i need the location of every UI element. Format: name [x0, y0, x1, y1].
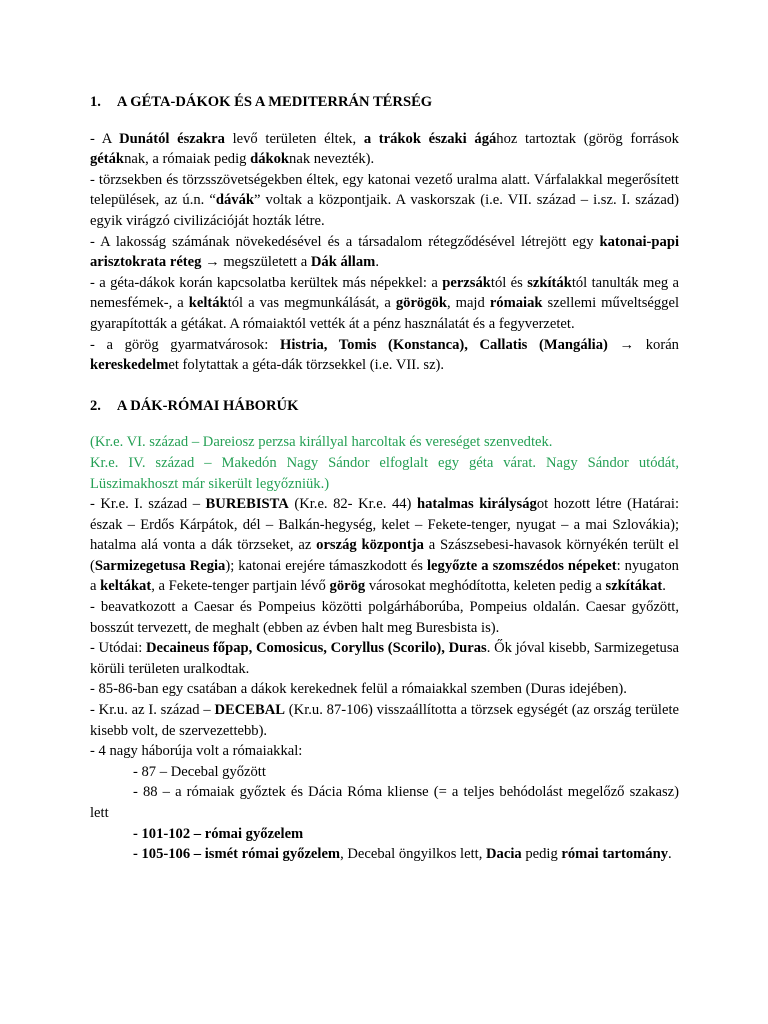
text-run: római tartomány: [561, 846, 668, 863]
text-run: .: [668, 846, 672, 863]
text-run: - Kr.u. az I. század –: [90, 702, 215, 719]
text-run: dávák: [215, 192, 254, 209]
war-item-2: - 88 – a rómaiak győztek és Dácia Róma kliense (= a teljes behódolást megelőző szakasz) lett: [90, 784, 679, 821]
text-run: perzsák: [442, 274, 491, 291]
text-run: , a Fekete-tenger partjain lévő: [151, 578, 330, 595]
text-run: → megszületett a: [201, 254, 311, 271]
text-run: dákok: [250, 151, 290, 168]
text-run: Decaineus főpap, Comosicus, Coryllus (Scorilo), Duras: [146, 640, 487, 657]
text-run: ); katonai erejére támaszkodott és: [225, 557, 427, 574]
s2-paragraph-civil-war: - beavatkozott a Caesar és Pompeius közötti polgárháborúba, Pompeius oldalán. Caesar győzött, bosszút tervezett, de meghalt (ebben az évben halt meg Buresbista is).: [90, 599, 679, 636]
text-run: szkítákat: [605, 578, 663, 595]
text-run: - A lakosság számának növekedésével és a társadalom rétegződésével létrejött egy: [90, 233, 600, 250]
text-run: ország központja: [316, 537, 424, 554]
text-run: görög: [329, 578, 366, 595]
s2-paragraph-successors: [90, 638, 679, 679]
s1-paragraph-2: [90, 170, 679, 232]
section-2-title: A DÁK-RÓMAI HÁBORÚK: [116, 397, 299, 414]
s2-paragraph-decebal: [90, 700, 679, 741]
text-run: géták: [90, 151, 125, 168]
s1-paragraph-3: [90, 232, 679, 273]
text-run: korán: [634, 336, 679, 353]
section-1-title: A GÉTA-DÁKOK ÉS A MEDITERRÁN TÉRSÉG: [116, 94, 433, 110]
text-run: rómaiak: [489, 295, 543, 312]
text-run: ” voltak a központjaik. A vaskorszak (i.e. VII. század – i.sz. I. század) egyik virágzó civilizációját hozták létre.: [90, 192, 680, 229]
text-run: nak nevezték).: [289, 151, 375, 168]
text-run: .: [375, 254, 379, 271]
text-run: kereskedelm: [90, 357, 169, 374]
text-run: keltákat: [100, 578, 152, 595]
text-run: hoz tartoztak (görög források: [496, 130, 679, 147]
s2-green-note-2: Kr.e. IV. század – Makedón Nagy Sándor elfoglalt egy géta várat. Nagy Sándor utódát, Lüszimakhoszt már sikerült legyőzniük.): [90, 454, 679, 492]
section-2-number: 2.: [90, 397, 101, 414]
text-run: görögök: [395, 295, 447, 312]
text-run: szkíták: [527, 274, 572, 291]
text-run: levő területen éltek,: [224, 130, 364, 147]
text-run: kelták: [188, 295, 228, 312]
text-run: pedig: [521, 846, 562, 863]
s2-paragraph-battle: - 85-86-ban egy csatában a dákok kerekednek felül a rómaiakkal szemben (Duras idejében).: [90, 681, 627, 698]
s1-paragraph-5: [90, 335, 679, 376]
text-run: hatalmas királyság: [416, 496, 537, 513]
section-1-heading: [90, 92, 679, 113]
s2-paragraph-wars-intro: - 4 nagy háborúja volt a rómaiakkal:: [90, 743, 303, 760]
text-run: - törzsekben és törzsszövetségekben éltek, egy katonai vezető uralma alatt. Várfalakkal megerősített települések, az ú.n. “: [90, 171, 679, 209]
text-run: tól tanulták meg a nemesfémek-, a: [90, 274, 679, 312]
text-run: et folytattak a géta-dák törzsekkel (i.e. VII. sz).: [168, 357, 445, 374]
s2-green-note-1: (Kr.e. VI. század – Dareiosz perzsa királlyal harcoltak és vereséget szenvedtek.: [90, 434, 553, 451]
text-run: (Kr.e. 82- Kr.e. 44): [288, 496, 417, 513]
text-run: Sarmizegetusa Regia: [94, 557, 226, 574]
text-run: tól és: [490, 274, 528, 291]
text-run: - 105-106 – ismét római győzelem: [133, 846, 341, 863]
text-run: - a görög gyarmatvárosok:: [90, 336, 280, 353]
text-run: , Decebal öngyilkos lett,: [340, 846, 486, 863]
text-run: , majd: [446, 295, 490, 312]
text-run: szellemi műveltséggel gyarapították a gétákat. A rómaiaktól vették át a pénz használatát és a fegyverzetet.: [90, 295, 679, 332]
text-run: - 101-102 – római győzelem: [133, 825, 304, 842]
text-run: katonai-papi arisztokrata réteg: [90, 233, 679, 271]
text-run: (Kr.u. 87-106) visszaállította a törzsek egységét (az ország területe kisebb volt, de szervezettebb).: [90, 702, 679, 739]
text-run: városokat meghódította, keleten pedig a: [365, 578, 606, 595]
text-run: Dák állam: [310, 254, 376, 271]
text-run: . Ők jóval kisebb, Sarmizegetusa körüli területen uralkodtak.: [90, 640, 679, 677]
section-1-number: 1.: [90, 94, 101, 110]
text-run: a trákok északi ágá: [363, 130, 497, 147]
war-item-1: - 87 – Decebal győzött: [133, 763, 266, 780]
document-body: [90, 92, 679, 865]
text-run: DECEBAL: [214, 702, 286, 719]
text-run: .: [662, 578, 666, 595]
text-run: - Kr.e. I. század –: [90, 496, 206, 513]
text-run: - Utódai:: [90, 640, 147, 657]
s2-paragraph-burebista: [90, 494, 679, 597]
text-run: - a géta-dákok korán kapcsolatba kerültek más népekkel: a: [90, 274, 443, 291]
section-2-heading: [90, 396, 679, 417]
text-run: Dunától északra: [119, 130, 225, 147]
text-run: : nyugaton a: [90, 557, 679, 595]
s1-paragraph-1: [90, 129, 679, 170]
s1-paragraph-4: [90, 273, 679, 335]
text-run: nak, a rómaiak pedig: [124, 151, 251, 168]
war-item-4: [90, 844, 679, 865]
text-run: Histria, Tomis (Konstanca), Callatis (Mangália) →: [280, 336, 635, 353]
war-item-3: [90, 824, 679, 845]
text-run: - A: [90, 130, 120, 147]
text-run: a Szászsebesi-havasok környékén terült el (: [90, 537, 679, 574]
text-run: ot hozott létre (Határai: észak – Erdős Kárpátok, dél – Balkán-hegység, kelet – Fekete-tenger, nyugat – a mai Szlovákia); hatalma alá vonta a dák törzseket, az: [90, 496, 679, 554]
text-run: Dacia: [486, 846, 522, 863]
text-run: tól a vas megmunkálását, a: [227, 295, 396, 312]
text-run: legyőzte a szomszédos népeket: [427, 557, 617, 574]
text-run: BUREBISTA: [205, 496, 289, 513]
